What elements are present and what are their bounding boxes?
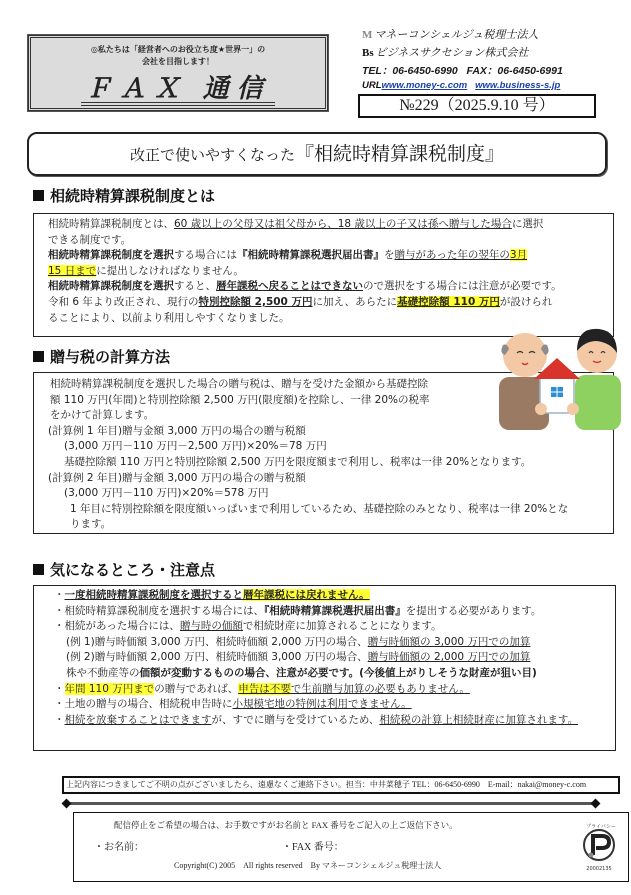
issue-number: №229（2025.9.10 号） — [358, 94, 596, 118]
section-3-heading — [33, 559, 215, 580]
s2-line-2: 額 110 万円(年間)と特別控除額 2,500 万円(限度額)を控除し、一律 20%の税率 — [50, 393, 430, 406]
section-1-heading-text: 相続時精算課税制度とは — [50, 187, 216, 205]
square-bullet-icon — [33, 190, 44, 201]
company-2 — [362, 44, 528, 60]
section-2-heading — [33, 346, 170, 367]
s1-line-6: 令和 6 年より改正され、現行の特別控除額 2,500 万円に加え、あらたに基礎控除額 110 万円が設けられ — [48, 295, 553, 308]
s3-example-3: 株や不動産等の価額が変動するものの場合、注意が必要です。(今後値上がりしそうな財産が狙い目) — [66, 666, 537, 679]
s3-bullet-4: ・年間 110 万円までの贈与であれば、申告は不要で生前贈与加算の必要もありません。 — [54, 682, 470, 695]
fax-field[interactable] — [354, 835, 514, 851]
s1-line-4: 15 日までに提出しなければなりません。 — [48, 264, 244, 277]
contact-line — [362, 63, 563, 78]
svg-text:20002135: 20002135 — [586, 866, 612, 872]
section-1-heading — [33, 185, 215, 206]
section-1-box — [33, 213, 614, 337]
s1-line-7: ることにより、以前より利用しやすくなりました。 — [48, 311, 290, 324]
s2-example-1-note: 基礎控除額 110 万円と特別控除額 2,500 万円を限度額まで利用し、税率は一律 20%となります。 — [64, 455, 532, 468]
divider-line — [66, 802, 596, 805]
s2-example-2-title: (計算例 2 年目)贈与金額 3,000 万円の場合の贈与税額 — [48, 471, 306, 484]
contact-note: 上記内容につきましてご不明の点がございましたら、遠慮なくご連絡下さい。担当：中井菜穂子 TEL：06-6450-6990 E-mail：nakai@money-c.com — [62, 776, 620, 794]
section-2-heading-text: 贈与税の計算方法 — [50, 348, 171, 366]
business-succession-logo-icon: Bs — [362, 47, 374, 59]
unsubscribe-instructions: 配信停止をご希望の場合は、お手数ですがお名前と FAX 番号をご記入の上ご返信下さい。 — [114, 820, 458, 830]
unsubscribe-form-box — [73, 812, 629, 882]
s2-example-1-calc: (3,000 万円－110 万円－2,500 万円)×20%＝78 万円 — [64, 440, 327, 453]
section-3-box — [33, 585, 616, 751]
s1-line-1: 相続時精算課税制度とは、60 歳以上の父母又は祖父母から、18 歳以上の子又は孫へ贈与した場合に選択 — [48, 218, 544, 230]
s1-line-3: 相続時精算課税制度を選択する場合には『相続時精算課税選択届出書』を贈与があった年の翌年の3月 — [48, 249, 528, 262]
s3-example-1: (例 1)贈与時価額 3,000 万円、相続時価額 2,000 万円の場合、贈与時価額の 3,000 万円での加算 — [66, 635, 531, 648]
s3-bullet-2: ・相続時精算課税制度を選択する場合には、『相続時精算課税選択届出書』を提出する必要があります。 — [54, 604, 542, 617]
money-concierge-logo-icon: M — [362, 29, 373, 41]
house-gift-illustration — [493, 325, 623, 430]
s2-line-3: をかけて計算します。 — [50, 409, 155, 422]
name-field[interactable] — [154, 835, 274, 851]
title-prefix: 改正で使いやすくなった — [129, 146, 295, 164]
slogan-line-1: ◎私たちは「経営者へのお役立ち度★世界一」の — [90, 45, 266, 54]
fax-header-box — [28, 35, 328, 111]
slogan-line-2: 会社を目指します！ — [142, 57, 214, 66]
section-3-heading-text: 気になるところ・注意点 — [50, 561, 216, 579]
title-main: 『相続時精算課税制度』 — [295, 143, 505, 165]
url-business-s-link[interactable]: www.business-s.jp — [475, 80, 561, 91]
s3-bullet-5: ・土地の贈与の場合、相続税申告時に小規模宅地の特例は利用できません。 — [54, 698, 412, 711]
url-money-c-link[interactable]: www.money-c.com — [381, 80, 468, 91]
company-1-name: マネーコンシェルジュ税理士法人 — [374, 28, 539, 41]
url-line — [362, 80, 560, 91]
square-bullet-icon — [33, 351, 44, 362]
s2-example-2-note: 1 年目に特別控除額を限度額いっぱいまで利用しているため、基礎控除のみとなり、税率は一律 20%とな — [70, 502, 569, 515]
privacy-mark-icon — [578, 819, 620, 875]
s2-line-1: 相続時精算課税制度を選択した場合の贈与税は、贈与を受けた金額から基礎控除 — [50, 378, 428, 390]
s3-bullet-6: ・相続を放棄することはできますが、すでに贈与を受けているため、相続税の計算上相続財産に加算されます。 — [54, 713, 579, 726]
s3-bullet-3: ・相続があった場合には、贈与時の価額で相続財産に加算されることになります。 — [54, 620, 442, 633]
copyright: Copyright(C) 2005 All rights reserved By マネーコンシェルジュ税理士法人 — [174, 861, 442, 870]
s3-example-2: (例 2)贈与時価額 2,000 万円、相続時価額 3,000 万円の場合、贈与時価額の 2,000 万円での加算 — [66, 651, 531, 664]
company-2-name: ビジネスサクセション株式会社 — [375, 46, 529, 59]
fax-number: FAX：06-6450-6991 — [466, 65, 563, 77]
fax-field-label: ・FAX 番号： — [282, 842, 344, 853]
s2-example-1-title: (計算例 1 年目)贈与金額 3,000 万円の場合の贈与税額 — [48, 424, 306, 437]
s3-bullet-1: ・一度相続時精算課税制度を選択すると暦年課税には戻れません。 — [54, 589, 370, 601]
s1-line-5: 相続時精算課税制度を選択すると、暦年課税へ戻ることはできないので選択をする場合には注意が必要です。 — [48, 280, 562, 293]
s1-line-2: できる制度です。 — [48, 233, 132, 246]
square-bullet-icon — [33, 564, 44, 575]
page-title — [27, 132, 607, 176]
s2-example-2-calc: (3,000 万円－110 万円)×20%＝578 万円 — [64, 487, 269, 500]
company-1 — [362, 26, 538, 42]
tel-number: TEL：06-6450-6990 — [362, 65, 458, 77]
svg-text:プライバシー: プライバシー — [586, 824, 616, 830]
url-prefix: URL — [362, 80, 382, 91]
s2-example-2-note-cont: ります。 — [70, 518, 112, 531]
fax-title: ＦＡＸ 通信 — [81, 74, 274, 106]
name-field-label: ・お名前： — [94, 842, 144, 853]
